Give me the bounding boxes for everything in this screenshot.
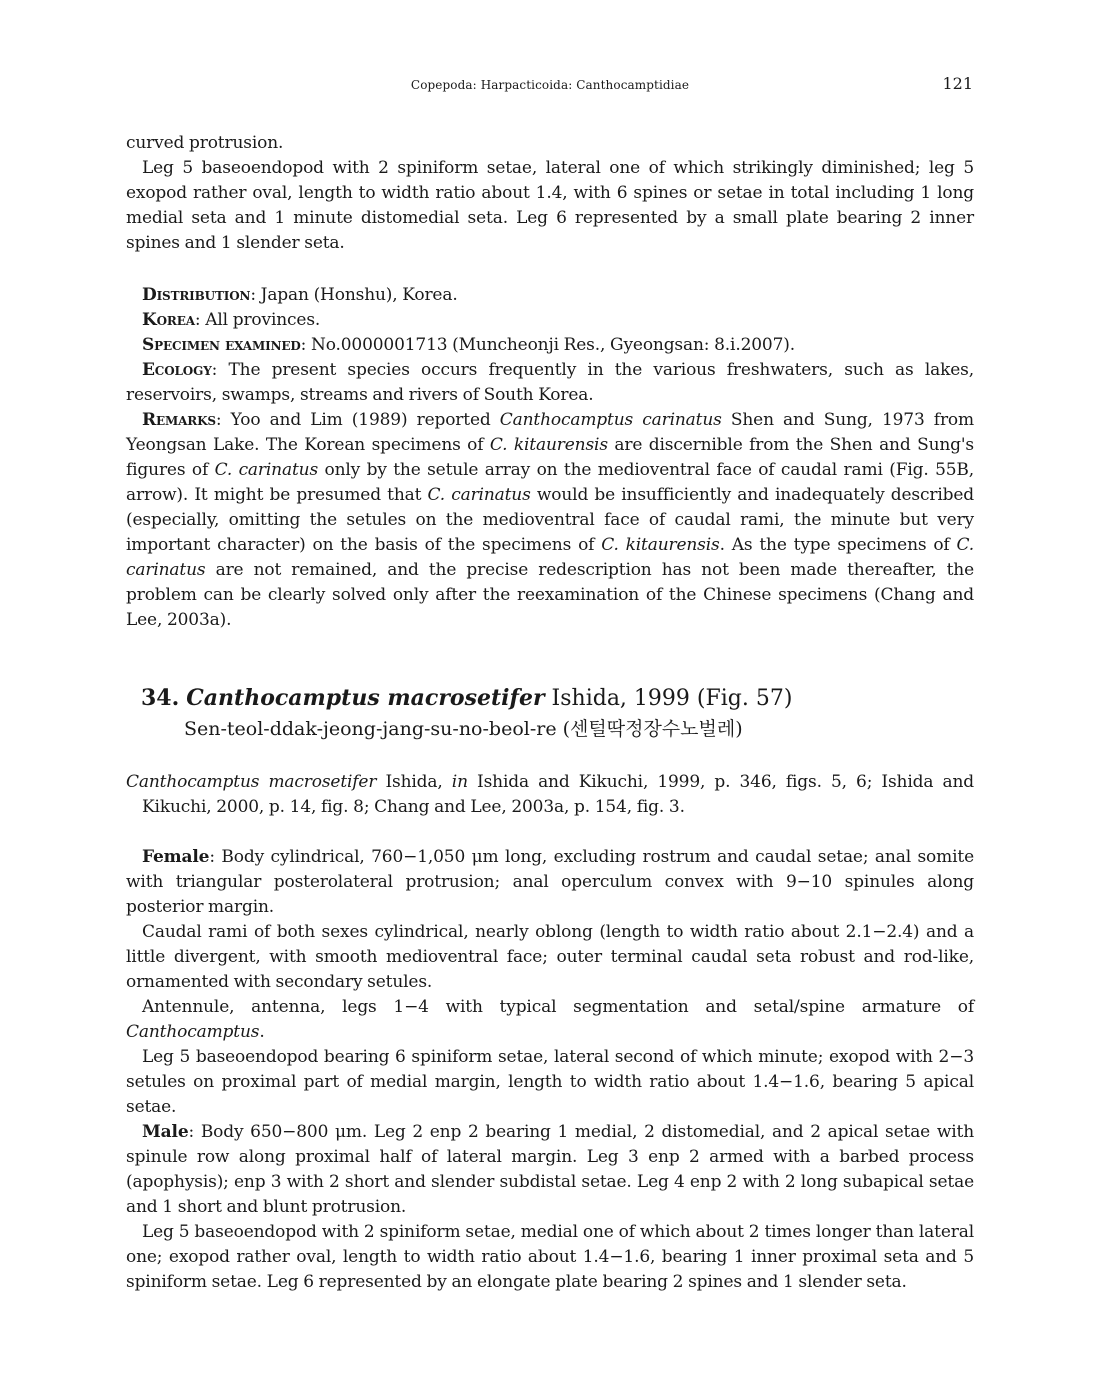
taxon-name: Canthocamptus carinatus	[499, 410, 722, 430]
species-number: 34.	[141, 685, 180, 711]
synonymy-text: Ishida,	[376, 772, 452, 792]
male-label: Male	[142, 1122, 189, 1142]
antennule-paragraph	[126, 995, 974, 1045]
distribution-label: Distribution	[142, 285, 251, 305]
ecology-paragraph: Ecology: The present species occurs frequently in the various freshwaters, such as lakes, reservoirs, swamps, streams and rivers of South Korea.	[126, 360, 974, 405]
remarks-text: Shen and Sung, 1973 from Yeongsan Lake. The Korean specimens of	[126, 410, 974, 455]
distribution-text: Japan (Honshu), Korea.	[260, 285, 458, 305]
synonymy-entry	[126, 770, 974, 820]
korean-name: Sen-teol-ddak-jeong-jang-su-no-beol-re (센털딱정장수노벌레)	[184, 718, 743, 740]
taxon-name: C. kitaurensis	[601, 535, 720, 555]
species-heading	[141, 683, 971, 714]
synonymy	[126, 770, 974, 820]
remarks-text: are not remained, and the precise redescription has not been made thereafter, the problem can be clearly solved only after the reexamination of the Chinese specimens (Chang and Lee, 2003a).	[126, 560, 974, 630]
female-label: Female	[142, 847, 210, 867]
species-author: Ishida, 1999 (Fig. 57)	[551, 686, 793, 711]
species-notes	[126, 283, 974, 633]
remarks-text: would be insufficiently and inadequately described (especially, omitting the setules on the medioventral face of caudal rami, the minute but very important character) on the basis of the specimens of	[126, 485, 974, 555]
taxon-name: C. carinatus	[427, 485, 531, 505]
leg5-male-paragraph: Leg 5 baseoendopod with 2 spiniform setae, medial one of which about 2 times longer than lateral one; exopod rather oval, length to width ratio about 1.4−1.6, bearing 1 inner proximal seta and 5 spiniform setae. Leg 6 represented by an elongate plate bearing 2 spines and 1 slender seta.	[126, 1222, 974, 1292]
taxon-name: C. carinatus	[214, 460, 319, 480]
korea-label: Korea	[142, 310, 195, 330]
female-paragraph	[126, 845, 974, 920]
page-number: 121	[942, 74, 973, 93]
description	[126, 845, 974, 1295]
remarks-text: Yoo and Lim (1989) reported	[230, 410, 500, 430]
remarks-text: are discernible from the Shen and Sung's figures of	[126, 435, 974, 480]
continuation-text	[126, 131, 974, 256]
running-head: Copepoda: Harpacticoida: Canthocamptidiae	[410, 78, 690, 92]
taxon-name: C. kitaurensis	[489, 435, 608, 455]
remarks-text: . As the type specimens of	[719, 535, 957, 555]
specimen-label: Specimen examined	[142, 335, 301, 355]
specimen-paragraph: Specimen examined: No.0000001713 (Muncheonji Res., Gyeongsan: 8.i.2007).	[142, 335, 795, 355]
antennule-text: .	[259, 1022, 265, 1042]
distribution-paragraph: Distribution: Japan (Honshu), Korea.	[142, 285, 458, 305]
synonymy-in: in	[451, 772, 468, 792]
synonymy-name: Canthocamptus macrosetifer	[126, 772, 377, 792]
taxon-name: Canthocamptus	[126, 1022, 260, 1042]
ecology-label: Ecology	[142, 360, 212, 380]
species-binomial: Canthocamptus macrosetifer	[186, 685, 545, 711]
taxon-name: C. carinatus	[126, 535, 974, 580]
male-text: : Body 650−800 μm. Leg 2 enp 2 bearing 1 medial, 2 distomedial, and 2 apical setae with spinule row along proximal half of lateral margin. Leg 3 enp 2 armed with a barbed process (apophysis); enp 3 with 2 short and slender subdistal setae. Leg 4 enp 2 with 2 long subapical setae and 1 short and blunt protrusion.	[126, 1122, 974, 1217]
male-paragraph	[126, 1120, 974, 1220]
antennule-text: Antennule, antenna, legs 1−4 with typical segmentation and setal/spine armature of	[142, 997, 974, 1017]
caudal-paragraph: Caudal rami of both sexes cylindrical, nearly oblong (length to width ratio about 2.1−2.4) and a little divergent, with smooth medioventral face; outer terminal caudal seta robust and rod-like, ornamented with secondary setules.	[126, 922, 974, 992]
remarks-text: only by the setule array on the medioventral face of caudal rami (Fig. 55B, arrow). It might be presumed that	[126, 460, 975, 505]
leg5-female-paragraph: Leg 5 baseoendopod bearing 6 spiniform setae, lateral second of which minute; exopod with 2−3 setules on proximal part of medial margin, length to width ratio about 1.4−1.6, bearing 5 apical setae.	[126, 1047, 974, 1117]
ecology-text: The present species occurs frequently in the various freshwaters, such as lakes, reservoirs, swamps, streams and rivers of South Korea.	[126, 360, 974, 405]
paragraph: Leg 5 baseoendopod with 2 spiniform setae, lateral one of which strikingly diminished; leg 5 exopod rather oval, length to width ratio about 1.4, with 6 spines or setae in total including 1 long medial seta and 1 minute distomedial seta. Leg 6 represented by a small plate bearing 2 inner spines and 1 slender seta.	[126, 158, 974, 253]
specimen-text: No.0000001713 (Muncheonji Res., Gyeongsan: 8.i.2007).	[310, 335, 795, 355]
female-text: : Body cylindrical, 760−1,050 μm long, excluding rostrum and caudal setae; anal somite with triangular posterolateral protrusion; anal operculum convex with 9−10 spinules along posterior margin.	[126, 847, 974, 917]
remarks-paragraph: Remarks: Yoo and Lim (1989) reported Canthocamptus carinatus Shen and Sung, 1973 from Yeongsan Lake. The Korean specimens of C. kitaurensis are discernible from the Shen and Sung's figures of C. carinatus only by the setule array on the medioventral face of caudal rami (Fig. 55B, arrow). It might be presumed that C. carinatus would be insufficiently and inadequately described (especially, omitting the setules on the medioventral face of caudal rami, the minute but very important character) on the basis of the specimens of C. kitaurensis. As the type specimens of C. carinatus are not remained, and the precise redescription has not been made thereafter, the problem can be clearly solved only after the reexamination of the Chinese specimens (Chang and Lee, 2003a).	[126, 410, 975, 630]
korea-text: All provinces.	[205, 310, 321, 330]
korea-paragraph: Korea: All provinces.	[142, 310, 321, 330]
synonymy-text: Ishida and Kikuchi, 1999, p. 346, figs. 5, 6; Ishida and Kikuchi, 2000, p. 14, fig. 8; Chang and Lee, 2003a, p. 154, fig. 3.	[142, 772, 974, 817]
remarks-label: Remarks	[142, 410, 216, 430]
paragraph: curved protrusion.	[126, 133, 284, 153]
